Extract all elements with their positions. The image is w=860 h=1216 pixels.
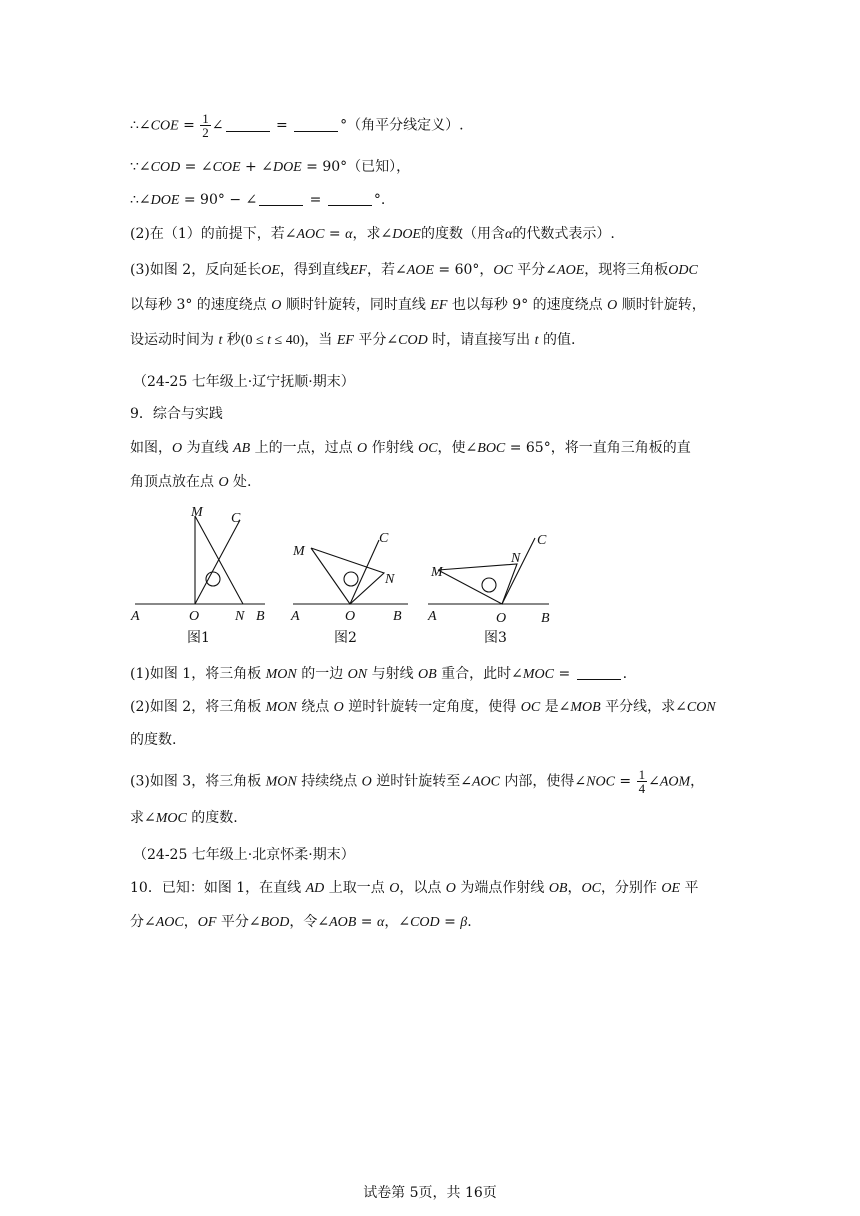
- fig3-label-b: B: [541, 611, 550, 626]
- fig1-label-a: A: [131, 609, 140, 624]
- question-9-stem-cont: 角顶点放在点 O 处.: [130, 474, 252, 490]
- answer-blank[interactable]: [294, 117, 338, 132]
- question-9-figures: [125, 500, 565, 650]
- question-8-part-3: (3)如图 2，反向延长OE，得到直线EF，若∠AOE = 60°，OC 平分∠AOE，现将三角板ODC: [130, 262, 698, 278]
- question-10-stem-cont: 分∠AOC，OF 平分∠BOD，令∠AOB = α，∠COD = β.: [130, 914, 472, 930]
- question-9-part-1: (1)如图 1，将三角板 MON 的一边 ON 与射线 OB 重合，此时∠MOC = .: [130, 666, 628, 682]
- fig3-label-o: O: [496, 611, 507, 626]
- fig2-label-a: A: [291, 609, 300, 624]
- question-9-part-2-cont: 的度数.: [130, 732, 177, 748]
- question-8-part-3-cont: 以每秒 3° 的速度绕点 O 顺时针旋转，同时直线 EF 也以每秒 9° 的速度绕点 O 顺时针旋转，: [130, 297, 706, 313]
- fig3-caption: 图3: [484, 630, 507, 646]
- fraction-one-half: $\frac{1}{2}$: [202, 111, 209, 140]
- fig2-caption: 图2: [334, 630, 357, 646]
- fig2-label-b: B: [393, 609, 402, 624]
- fig2-ray-oc: [350, 540, 379, 604]
- fraction-one-quarter: $\frac{1}{4}$: [638, 767, 646, 796]
- question-9-part-3-cont: 求∠MOC 的度数.: [130, 810, 238, 826]
- fig2-label-n: N: [385, 572, 395, 587]
- question-10-stem: 10．已知：如图 1，在直线 AD 上取一点 O，以点 O 为端点作射线 OB，OC，分别作 OE 平: [130, 880, 699, 896]
- fig3-triangle-hole: [482, 578, 496, 592]
- question-8-part-3-end: 设运动时间为 t 秒(0 ≤ t ≤ 40)，当 EF 平分∠COD 时，请直接写出 t 的值.: [130, 332, 576, 348]
- answer-blank[interactable]: [226, 117, 270, 132]
- question-9-part-3: (3)如图 3，将三角板 MON 持续绕点 O 逆时针旋转至∠AOC 内部，使得∠NOC = $\frac{1}{4}$ ∠AOM，: [130, 767, 705, 796]
- page-footer: 试卷第 5页，共 16页: [363, 1185, 497, 1201]
- fig1-label-o: O: [189, 609, 200, 624]
- question-9-stem: 如图，O 为直线 AB 上的一点，过点 O 作射线 OC，使∠BOC = 65°，将一直角三角板的直: [130, 440, 691, 456]
- fig1-label-n: N: [235, 609, 245, 624]
- question-8-part-2: (2)在（1）的前提下，若∠AOC = α，求∠DOE的度数（用含α的代数式表示）.: [130, 226, 615, 242]
- answer-blank[interactable]: [577, 665, 621, 680]
- fig3-ray-oc: [502, 538, 535, 604]
- fig1-label-m: M: [191, 505, 203, 520]
- fig2-triangle-mon: [311, 548, 384, 604]
- source-note: （24-25 七年级上·北京怀柔·期末）: [133, 847, 355, 863]
- fig1-label-b: B: [256, 609, 265, 624]
- fig2-label-c: C: [379, 531, 389, 546]
- step-coe-half: ∴∠COE = $\frac{1}{2}$ ∠ = °（角平分线定义）.: [130, 111, 464, 140]
- fig1-caption: 图1: [187, 630, 210, 646]
- fig3-label-m: M: [431, 565, 443, 580]
- fig3-label-c: C: [537, 533, 547, 548]
- step-doe: ∴∠DOE = 90° − ∠ = °.: [130, 192, 386, 208]
- fig3-label-n: N: [511, 551, 521, 566]
- fig2-label-m: M: [293, 544, 305, 559]
- fig2-triangle-hole: [344, 572, 358, 586]
- step-cod-sum: ∵∠COD = ∠COE + ∠DOE = 90°（已知），: [130, 159, 411, 175]
- answer-blank[interactable]: [259, 191, 303, 206]
- fig1-label-c: C: [231, 511, 241, 526]
- source-note: （24-25 七年级上·辽宁抚顺·期末）: [133, 374, 355, 390]
- fig2-label-o: O: [345, 609, 356, 624]
- question-9-title: 9．综合与实践: [130, 406, 223, 422]
- question-9-part-2: (2)如图 2，将三角板 MON 绕点 O 逆时针旋转一定角度，使得 OC 是∠MOB 平分线，求∠CON: [130, 699, 716, 715]
- answer-blank[interactable]: [328, 191, 372, 206]
- fig1-ray-oc: [195, 520, 240, 604]
- fig3-label-a: A: [428, 609, 437, 624]
- triangle-diagrams: [125, 500, 565, 650]
